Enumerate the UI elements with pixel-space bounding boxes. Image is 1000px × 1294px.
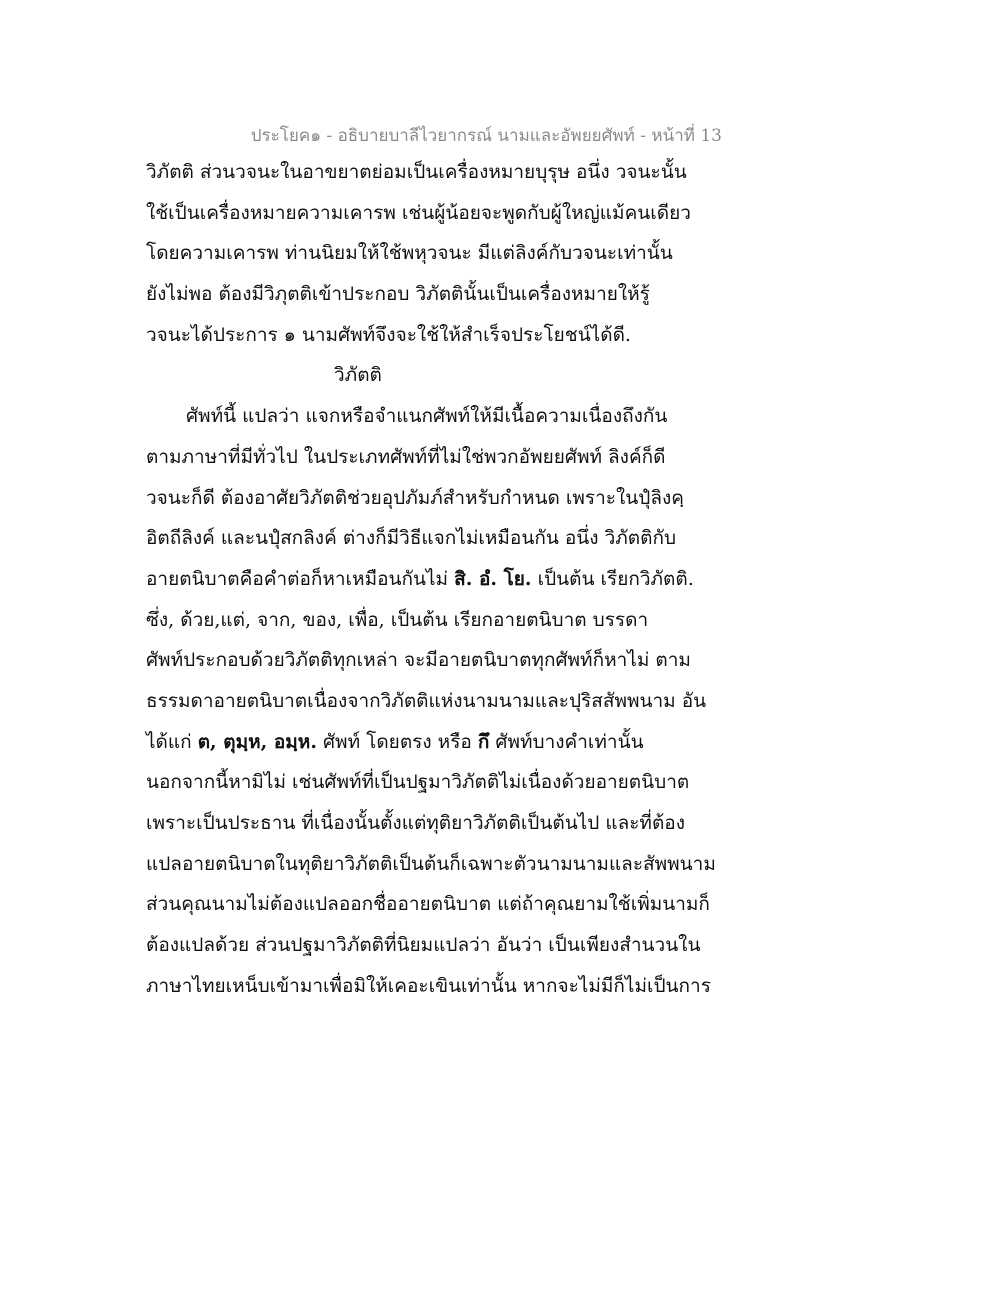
text-line: ซึ่ง, ด้วย,แต่, จาก, ของ, เพื่อ, เป็นต้น เรียกอายตนิบาต บรรดา (146, 608, 649, 631)
page-header: ประโยค๑ - อธิบายบาลีไวยากรณ์ นามและอัพยยศัพท์ - หน้าที่ 13 (250, 126, 722, 146)
text-line: วิภัตติ ส่วนวจนะในอาขยาตย่อมเป็นเครื่องหมายบุรุษ อนึ่ง วจนะนั้น (146, 161, 687, 183)
text-line: ใช้เป็นเครื่องหมายความเคารพ เช่นผู้น้อยจะพูดกับผู้ใหญ่แม้คนเดียว (146, 201, 691, 224)
section-heading: วิภัตติ (334, 364, 382, 387)
text-line-with-bold (146, 559, 726, 600)
text-line: ต้องแปลด้วย ส่วนปฐมาวิภัตติที่นิยมแปลว่า อันว่า เป็นเพียงสำนวนใน (146, 934, 701, 957)
text-segment: ศัพท์ โดยตรง หรือ (316, 730, 478, 753)
bold-term: สิ. อํ. โย. (454, 567, 532, 590)
paragraph-first-line: ศัพท์นี้ แปลว่า แจกหรือจำแนกศัพท์ให้มีเนื้อความเนื่องถึงกัน (186, 405, 668, 428)
text-line: ธรรมดาอายตนิบาตเนื่องจากวิภัตติแห่งนามนามและปุริสสัพพนาม อัน (146, 689, 707, 712)
text-line: ภาษาไทยเหน็บเข้ามาเพื่อมิให้เคอะเขินเท่านั้น หากจะไม่มีก็ไม่เป็นการ (146, 974, 711, 997)
text-segment: เป็นต้น เรียกวิภัตติ. (531, 567, 694, 590)
text-line: โดยความเคารพ ท่านนิยมให้ใช้พหุวจนะ มีแต่ลิงค์กับวจนะเท่านั้น (146, 242, 673, 265)
text-line: ตามภาษาที่มีทั่วไป ในประเภทศัพท์ที่ไม่ใช่พวกอัพยยศัพท์ ลิงค์ก็ดี (146, 445, 666, 468)
bold-term: กึ (477, 730, 490, 753)
text-line: วจนะก็ดี ต้องอาศัยวิภัตติช่วยอุปภัมภ์สำหรับกำหนด เพราะในปุํลิงคฺ (146, 486, 684, 509)
text-line: เพราะเป็นประธาน ที่เนื่องนั้นตั้งแต่ทุติยาวิภัตติเป็นต้นไป และที่ต้อง (146, 812, 685, 834)
text-line: อิตถีลิงค์ และนปุํสกลิงค์ ต่างก็มีวิธีแจกไม่เหมือนกัน อนึ่ง วิภัตติกับ (146, 527, 677, 550)
text-line-with-bold (146, 722, 726, 763)
text-line: แปลอายตนิบาตในทุติยาวิภัตติเป็นต้นก็เฉพาะตัวนามนามและสัพพนาม (146, 852, 716, 875)
text-line: วจนะได้ประการ ๑ นามศัพท์จึงจะใช้ให้สำเร็จประโยชน์ได้ดี. (146, 323, 631, 346)
text-segment: ได้แก่ (146, 730, 198, 753)
text-segment: อายตนิบาตคือคำต่อก็หาเหมือนกันไม่ (146, 567, 455, 590)
text-line: ยังไม่พอ ต้องมีวิภุตติเข้าประกอบ วิภัตตินั้นเป็นเครื่องหมายให้รู้ (146, 283, 650, 306)
text-line: ส่วนคุณนามไม่ต้องแปลออกชื่ออายตนิบาต แต่ถ้าคุณยามใช้เพิ่มนามก็ (146, 893, 710, 916)
text-line: ศัพท์ประกอบด้วยวิภัตติทุกเหล่า จะมีอายตนิบาตทุกศัพท์ก็หาไม่ ตาม (146, 649, 691, 672)
text-line: นอกจากนี้หามิไม่ เช่นศัพท์ที่เป็นปฐมาวิภัตติไม่เนื่องด้วยอายตนิบาต (146, 771, 690, 794)
bold-term: ต, ตุมฺห, อมฺห. (197, 730, 317, 753)
body-text (146, 152, 726, 1006)
text-segment: ศัพท์บางคำเท่านั้น (489, 730, 644, 753)
